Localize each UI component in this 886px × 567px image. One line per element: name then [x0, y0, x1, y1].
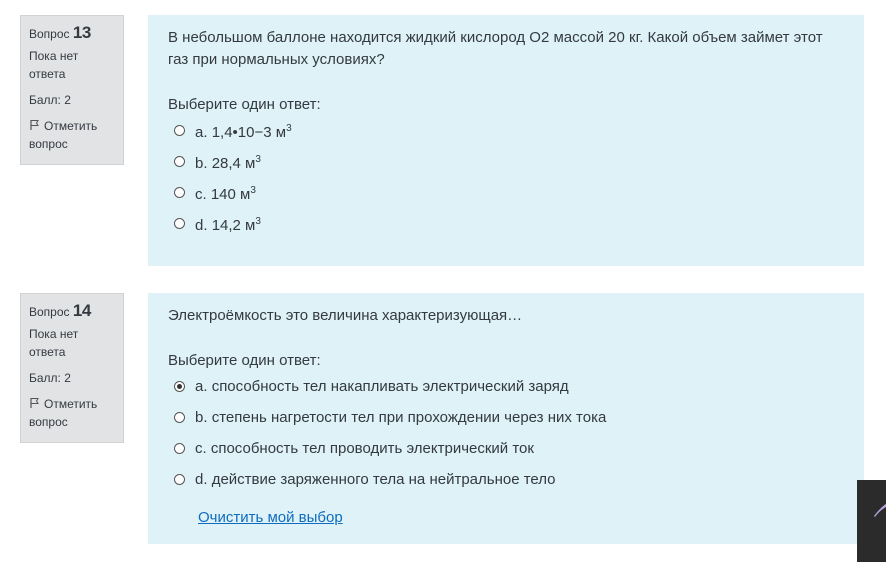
answer-prompt: Выберите один ответ:	[168, 352, 321, 369]
question-text: В небольшом баллоне находится жидкий кислород О2 массой 20 кг. Какой объем займет этот газ при нормальных условиях?	[168, 29, 823, 68]
radio-button[interactable]	[174, 443, 185, 454]
flag-question-button[interactable]	[29, 395, 115, 431]
question-text: Электроёмкость это величина характеризующая…	[168, 307, 523, 324]
answer-option-b[interactable]	[168, 146, 844, 177]
answer-option-a[interactable]	[168, 115, 844, 146]
answer-option-a[interactable]	[168, 371, 844, 402]
radio-button[interactable]	[174, 474, 185, 485]
option-label: d. 14,2 $м^3$	[195, 215, 261, 234]
flag-label: Отметить вопрос	[29, 119, 98, 151]
question-content-14	[148, 293, 864, 544]
radio-button[interactable]	[174, 412, 185, 423]
flag-icon	[29, 397, 41, 409]
option-label: a. 1,4•10−3 $м^3$	[195, 122, 292, 141]
side-drawer-toggle[interactable]	[857, 480, 886, 562]
radio-button[interactable]	[174, 218, 185, 229]
pen-icon	[857, 480, 886, 562]
radio-button-selected[interactable]	[174, 381, 185, 392]
answer-option-d[interactable]	[168, 464, 844, 495]
option-label: b. степень нагретости тел при прохождении через них тока	[195, 408, 607, 426]
answer-option-b[interactable]	[168, 402, 844, 433]
question-content-13	[148, 15, 864, 266]
answer-option-c[interactable]	[168, 177, 844, 208]
option-label: c. 140 $м^3$	[195, 184, 256, 203]
question-state: Пока нет ответа	[29, 49, 79, 81]
answer-list	[168, 119, 844, 243]
radio-button[interactable]	[174, 156, 185, 167]
question-number: Вопрос 14	[29, 301, 91, 320]
answer-prompt: Выберите один ответ:	[168, 96, 321, 113]
answer-option-c[interactable]	[168, 433, 844, 464]
answer-option-d[interactable]	[168, 208, 844, 239]
option-label: c. способность тел проводить электрический ток	[195, 439, 534, 457]
flag-icon	[29, 119, 41, 131]
flag-question-button[interactable]	[29, 117, 115, 153]
question-state: Пока нет ответа	[29, 327, 79, 359]
option-label: a. способность тел накапливать электрический заряд	[195, 377, 569, 395]
radio-button[interactable]	[174, 125, 185, 136]
question-grade: Балл: 2	[29, 371, 71, 385]
answer-list	[168, 375, 844, 499]
flag-label: Отметить вопрос	[29, 397, 98, 429]
question-grade: Балл: 2	[29, 93, 71, 107]
radio-button[interactable]	[174, 187, 185, 198]
option-label: d. действие заряженного тела на нейтральное тело	[195, 470, 556, 488]
question-info-14	[20, 293, 124, 443]
question-number: Вопрос 13	[29, 23, 91, 42]
option-label: b. 28,4 $м^3$	[195, 153, 261, 172]
question-info-13	[20, 15, 124, 165]
clear-choice-link[interactable]: Очистить мой выбор	[198, 509, 343, 526]
